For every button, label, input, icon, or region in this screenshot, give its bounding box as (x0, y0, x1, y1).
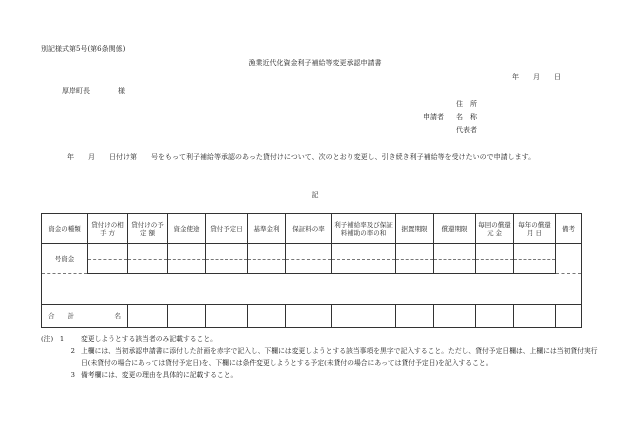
header-cell: 貸付けの相 手 方 (88, 214, 128, 244)
header-cell: 基準金利 (248, 214, 286, 244)
table-header-row (42, 214, 582, 244)
header-cell: 資金使途 (168, 214, 206, 244)
header-cell: 毎年の償還 月 日 (514, 214, 556, 244)
header-cell: 資金の種類 (42, 214, 88, 244)
header-cell: 貸付予定日 (206, 214, 248, 244)
body-text: 年 月 日付け第 号をもって利子補給等承認のあった貸付けについて、次のとおり変更し、引き続き利子補給等を受けたいので申請します。 (67, 153, 536, 161)
notes (41, 333, 601, 381)
change-table (41, 213, 582, 328)
header-cell: 毎回の償還 元 金 (476, 214, 514, 244)
table-row (42, 274, 582, 305)
ki-heading: 記 (311, 191, 319, 199)
representative-label: 代表者 (456, 126, 477, 134)
note-item: (注) 1 変更しようとする該当者のみ記載すること。 (41, 335, 217, 343)
total-label: 合 計 名 (42, 305, 128, 328)
header-cell: 備考 (556, 214, 582, 244)
header-cell: 据置期限 (396, 214, 434, 244)
date-line: 年 月 日 (512, 73, 561, 81)
note-item: 3 備考欄には、変更の理由を具体的に記載すること。 (70, 371, 238, 379)
header-cell: 保証料の率 (286, 214, 332, 244)
address-label: 住 所 (456, 100, 477, 108)
form-label: 別記様式第5号(第6条関係) (41, 45, 126, 53)
header-cell: 貸付けの予 定 額 (128, 214, 168, 244)
table-row (42, 260, 582, 274)
applicant-label: 申請者 (423, 113, 444, 121)
table-row (42, 244, 582, 260)
addressee: 厚岸町長 様 (62, 87, 125, 95)
fund-type-cell: 号資金 (42, 244, 88, 274)
name-label: 名 称 (456, 113, 477, 121)
page-title: 漁業近代化資金利子補給等変更承認申請書 (248, 59, 382, 67)
header-cell: 償還期限 (434, 214, 476, 244)
note-item: 2 上欄には、当初承認申請書に添付した計画を赤字で記入し、下欄には変更しようとする該当事項を黒字で記入すること。ただし、貸付予定日欄は、上欄には当初貸付実行日(未貸付の場合にあっては貸付予定日)を、下欄には条件変更しようとする予定(未貸付の場合にあっては貸付予定日)を記入すること。 (70, 347, 598, 367)
header-cell: 利子補給率及び保証料補助の率の和 (332, 214, 396, 244)
total-row (42, 305, 582, 328)
